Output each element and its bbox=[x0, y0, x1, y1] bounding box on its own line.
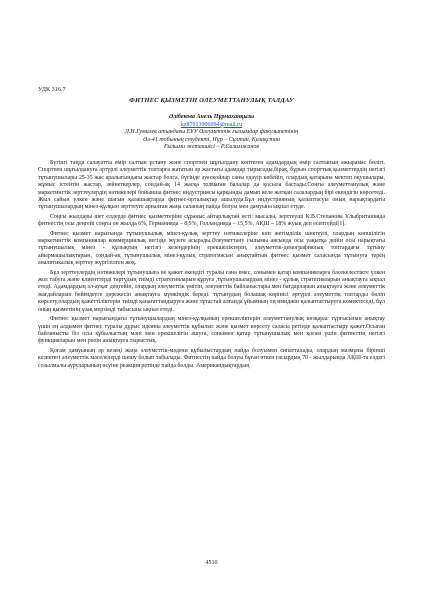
body-paragraph: Соңғы жылдары шет елдерде фитнес қызметтеріне сұраныс айтарлықтай өсті: мысалы, зерттеуші К.В.Степанова Ұлыбританияда фитнестің осы деңгейі соңғы он жылда 6%, Германияда – 8,5%, Голландияда – 15,5%, АҚШ – 18% жуық деп есептейді[1]. bbox=[38, 213, 385, 228]
author-affiliation-2: Әл-41 тобының студенті, Нұр – Сұлтан, Қазақстан bbox=[143, 136, 280, 143]
udk-code: УДК 316.7 bbox=[38, 86, 66, 93]
body-paragraph: Қоғам дамуының әр кезеңі жаңа әлеуметтік-мәдени құбылыстардың пайда болуымен сипатталады, олардың мазмұны бірінші кезектегі әлеуметтік мәселелерді шешу болып табылады. Фитнестің пайда болуы бұған өткен ғасырдың 70 - жылдарында АҚШ-та елдегі созылмалы ауруларының өсуіне реакция ретінде пайда болды. Американдықтардың bbox=[38, 347, 385, 369]
author-email-link[interactable]: kz87013906994@mail.ru bbox=[180, 121, 243, 128]
body-paragraph: Фитнес қызмет нарығындағы тұтынушылардың мінез-құлқының ерекшеліктерін әлеуметтанулық көзқарас тұрғысынан анықтау үшін ең алдымен фитнес туралы дұрыс идеяны әлеуметтік құбылыс және қызмет көрсету саласы ретінде қалыптастыру қажет.Осыған байланысты біз осы құбылыстың мәні мен ерекшелігін ашуға, сонымен қатар тұтынушылық мен қоғам үшін фитнестің негізгі функцияларын мен рөлін анықтауға тырыстық. bbox=[38, 316, 385, 345]
author-name: Әлібекова Анель Нұрмаханқызы bbox=[168, 114, 255, 120]
article-body bbox=[38, 160, 385, 370]
author-supervisor: Ғылыми жетекшісі – Р.Салимжанов bbox=[163, 144, 260, 151]
page-number: 4510 bbox=[205, 560, 218, 566]
author-affiliation-1: Л.Н.Гумилев атындағы ЕҰУ Әлеуметтік ғылымдар факультетінің bbox=[124, 129, 299, 136]
body-paragraph: Фитнес қызмет нарығында тұтынушылық мінез-құлық зерттеу нәтижелеріне көп жетімділік шектеулі, олардың көпшілігін маркетингтік компаниялар коммерциялық негізде жүзеге асырады.Әлеуметтану ғылымы аясында осы уақытқа дейін осы нарықтағы тұтынушылық мінез - құлықтың негізгі кезеңдерінің ерекшеліктерін, әлеуметтік-демографиялық топтардағы тұтыну айырмашылықтарын, сондай-ақ тұтынушылық мінез-құлық стратегиясын анықтайтын фитнес қызмет саласында тұтынуға терең аналитикалық зерттеу жүргізілген жоқ. bbox=[38, 230, 385, 267]
article-title: ФИТНЕС ҚЫЗМЕТІН ӘЛЕУМЕТТАНУЛЫҚ ТАЛДАУ bbox=[129, 97, 294, 104]
body-paragraph: Бұл зерттеулердің нәтижелері тұтынушыға не қажет екендігі туралы ғана емес, сонымен қатар компанияларға бәсекелестікте үлкен жол табуға және клиенттерді тартудың тиімді стратегияларын құруға ,тұтынушылардың мінез - құлық стратегияларын анықтауға ықпал етеді. Адамдардың әл-ауқат деңгейін, олардың әлеуметтік үмітін, әлеуметтік байланыстары мен бағдарларын анықтауға және әлеуметтік жағдайларын бейімдеуге дәрежесін анықтауға мүмкіндік береді. тұтынудың болашақ көрінісі әртүрлі әлеуметтік топтарды бөліп көрсету,олардың қажеттіліктерін тиімді қанағаттандыруға және тұтастай алғанда ұйымның оң имиджін қалыптастыруға көмектеседі, бұл оның қызметінің ұзақ мерзімді табысына ықпал етеді. bbox=[38, 269, 385, 313]
author-block bbox=[38, 114, 385, 152]
body-paragraph: Бүгінгі таңда салауатты өмір салтын ұстану және спортпен шұғылдану көптеген адамдардың өмір салтының ажырамас бөлігі. Спортпен шұғылдануға әртүрлі әлеуметтік топтарға жататын әр жастағы адамдар тырысады,бірақ, бұрын спорттық қызметтердің негізгі тұтынушылары 25-35 жас аралығындағы жастар болса, бүгінде әуесқойлар саны едәуір көбейіп, олардың қатарына мектеп оқушылары, жұмыс істейтін жастар, зейнеткерлер, сондай-ақ 14 жасқа толмаған балалар да қосыла бастады.Соңғы әлеуметтанулық және маркетингтік зерттеулердің нәтижелері бойынша фитнес индустриясы қарқынды дамып келе жатқан салалардың бірі екендігін көрсетеді. Жыл сайын үлкен және шағын қалашықтарда фитнес-орталықтар ашылуда.Бұл индустрияның қалыптасуы оның нарықтардағы тұтынушылардың мінез-құлқын зерттеуге арналған жаңа саланың пайда болуы мен дамуына ықпал етуде. bbox=[38, 159, 385, 211]
